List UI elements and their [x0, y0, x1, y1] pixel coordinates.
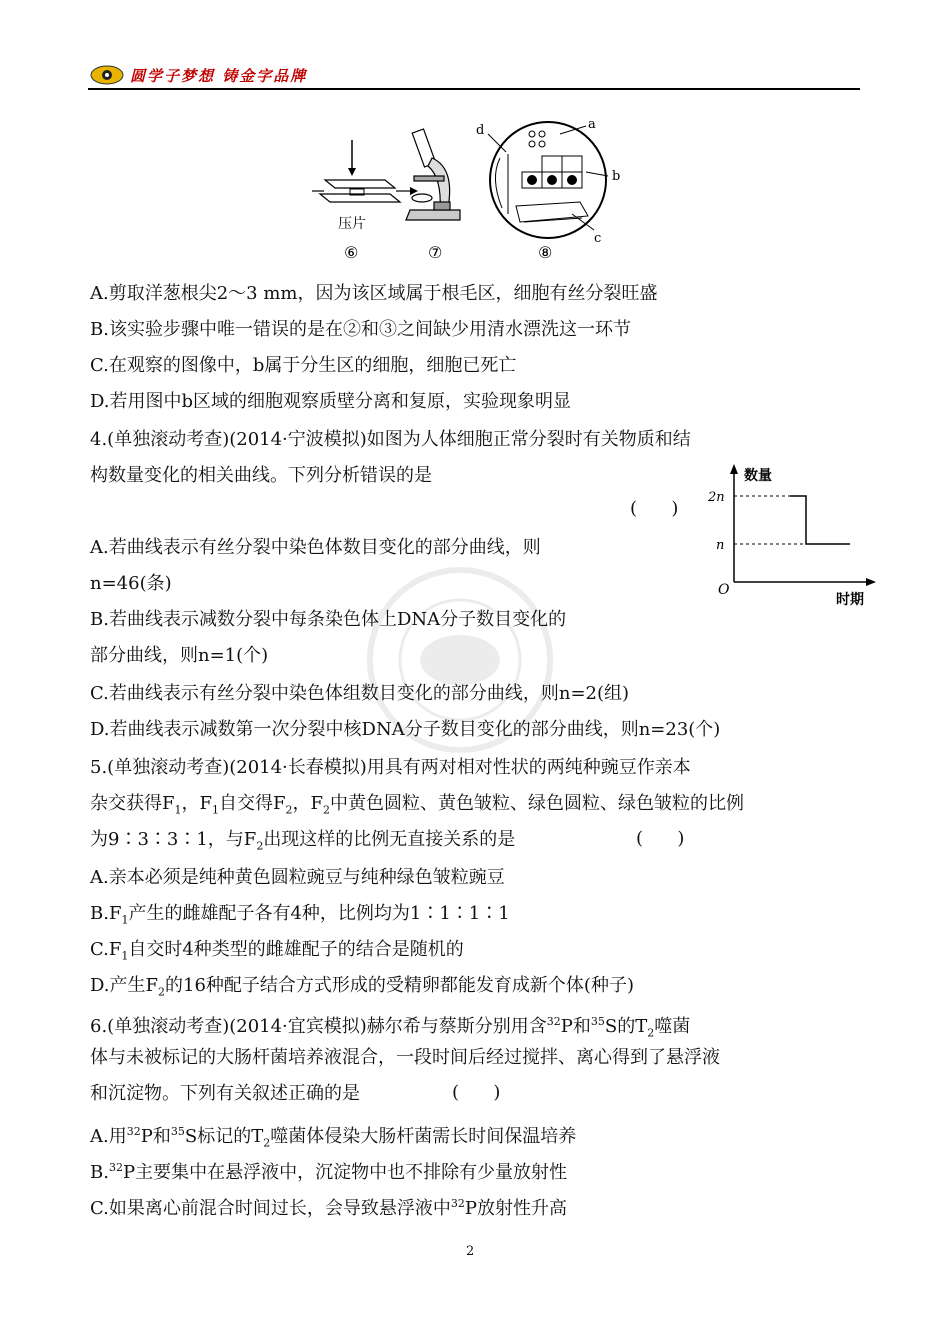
- label-c: c: [594, 231, 602, 246]
- q3-option-a: A.剪取洋葱根尖2～3 mm，因为该区域属于根毛区，细胞有丝分裂旺盛: [90, 283, 658, 304]
- q3-option-d: D.若用图中b区域的细胞观察质壁分离和复原，实验现象明显: [90, 391, 572, 412]
- graph-xlabel: 时期: [836, 592, 864, 608]
- page-header: [88, 62, 860, 90]
- q4-option-b-line-2: 部分曲线，则n=1(个): [90, 645, 269, 666]
- label-d: d: [476, 123, 485, 138]
- q5-stem-line-1: 5.(单独滚动考查)(2014·长春模拟)用具有两对相对性状的两纯种豌豆作亲本: [90, 757, 691, 778]
- q6-stem-line-2: 体与未被标记的大肠杆菌培养液混合，一段时间后经过搅拌、离心得到了悬浮液: [90, 1047, 720, 1068]
- q6-option-b: B.$^{32}$P主要集中在悬浮液中，沉淀物中也不排除有少量放射性: [90, 1161, 568, 1183]
- press-label: 压片: [338, 216, 366, 232]
- q5-stem-line-2: 杂交获得$F_1$，$F_1$自交得$F_2$，$F_2$中黄色圆粒、黄色皱粒、绿色圆粒、绿色皱粒的比例: [90, 793, 744, 817]
- step-7-label: ⑦: [428, 243, 443, 262]
- label-a: a: [588, 118, 596, 132]
- page-number: 2: [466, 1244, 475, 1259]
- q5-option-d: D.产生$F_2$的16种配子结合方式形成的受精卵都能发育成新个体(种子): [90, 975, 634, 999]
- q4-option-d: D.若曲线表示减数第一次分裂中核DNA分子数目变化的部分曲线，则n=23(个): [90, 719, 721, 740]
- q4-stem-line-1: 4.(单独滚动考查)(2014·宁波模拟)如图为人体细胞正常分裂时有关物质和结: [90, 429, 691, 450]
- q4-option-b-line-1: B.若曲线表示减数分裂中每条染色体上DNA分子数目变化的: [90, 609, 567, 630]
- q6-option-a: A.用$^{32}$P和$^{35}$S标记的$T_2$噬菌体侵染大肠杆菌需长时间保温培养: [90, 1125, 577, 1150]
- q6-stem-line-1: 6.(单独滚动考查)(2014·宜宾模拟)赫尔希与蔡斯分别用含$^{32}$P和$^{35}$S的$T_2$噬菌: [90, 1015, 691, 1040]
- graph-tick-2n: 2n: [708, 490, 725, 505]
- q4-option-a-line-1: A.若曲线表示有丝分裂中染色体数目变化的部分曲线，则: [90, 537, 541, 558]
- q6-answer-paren: ( ): [452, 1082, 501, 1103]
- graph-ylabel: 数量: [744, 468, 772, 484]
- q4-option-c: C.若曲线表示有丝分裂中染色体组数目变化的部分曲线，则n=2(组): [90, 683, 630, 704]
- press-slide-diagram: [312, 140, 418, 202]
- step-8-label: ⑧: [538, 243, 553, 262]
- logo-icon: [90, 64, 124, 86]
- q4-quantity-graph: [700, 460, 880, 610]
- q3-option-b: B.该实验步骤中唯一错误的是在②和③之间缺少用清水漂洗这一环节: [90, 319, 631, 340]
- graph-tick-n: n: [716, 538, 725, 553]
- microscope-field-of-view: [488, 122, 608, 238]
- label-b: b: [612, 169, 621, 184]
- q6-stem-line-3: 和沉淀物。下列有关叙述正确的是: [90, 1083, 360, 1104]
- q5-option-a: A.亲本必须是纯种黄色圆粒豌豆与纯种绿色皱粒豌豆: [90, 867, 505, 888]
- step-6-label: ⑥: [344, 243, 359, 262]
- q3-option-c: C.在观察的图像中，b属于分生区的细胞，细胞已死亡: [90, 355, 517, 376]
- header-slogan: 圆学子梦想 铸金字品牌: [130, 67, 308, 85]
- q5-stem-line-3: 为9∶3∶3∶1，与$F_2$出现这样的比例无直接关系的是: [90, 829, 516, 853]
- q5-option-c: $C.F_1$自交时4种类型的雌雄配子的结合是随机的: [90, 939, 464, 963]
- experiment-figure: [310, 118, 630, 268]
- q4-option-a-line-2: n=46(条): [90, 573, 172, 594]
- q5-answer-paren: ( ): [636, 828, 685, 849]
- q5-option-b: $B.F_1$产生的雌雄配子各有4种，比例均为1∶1∶1∶1: [90, 903, 510, 927]
- q6-option-c: C.如果离心前混合时间过长，会导致悬浮液中$^{32}$P放射性升高: [90, 1197, 567, 1219]
- microscope-icon: [406, 129, 460, 220]
- header-rule: [88, 88, 860, 90]
- q4-answer-paren: ( ): [630, 498, 679, 519]
- q4-stem-line-2: 构数量变化的相关曲线。下列分析错误的是: [90, 465, 432, 486]
- graph-origin: O: [718, 582, 730, 598]
